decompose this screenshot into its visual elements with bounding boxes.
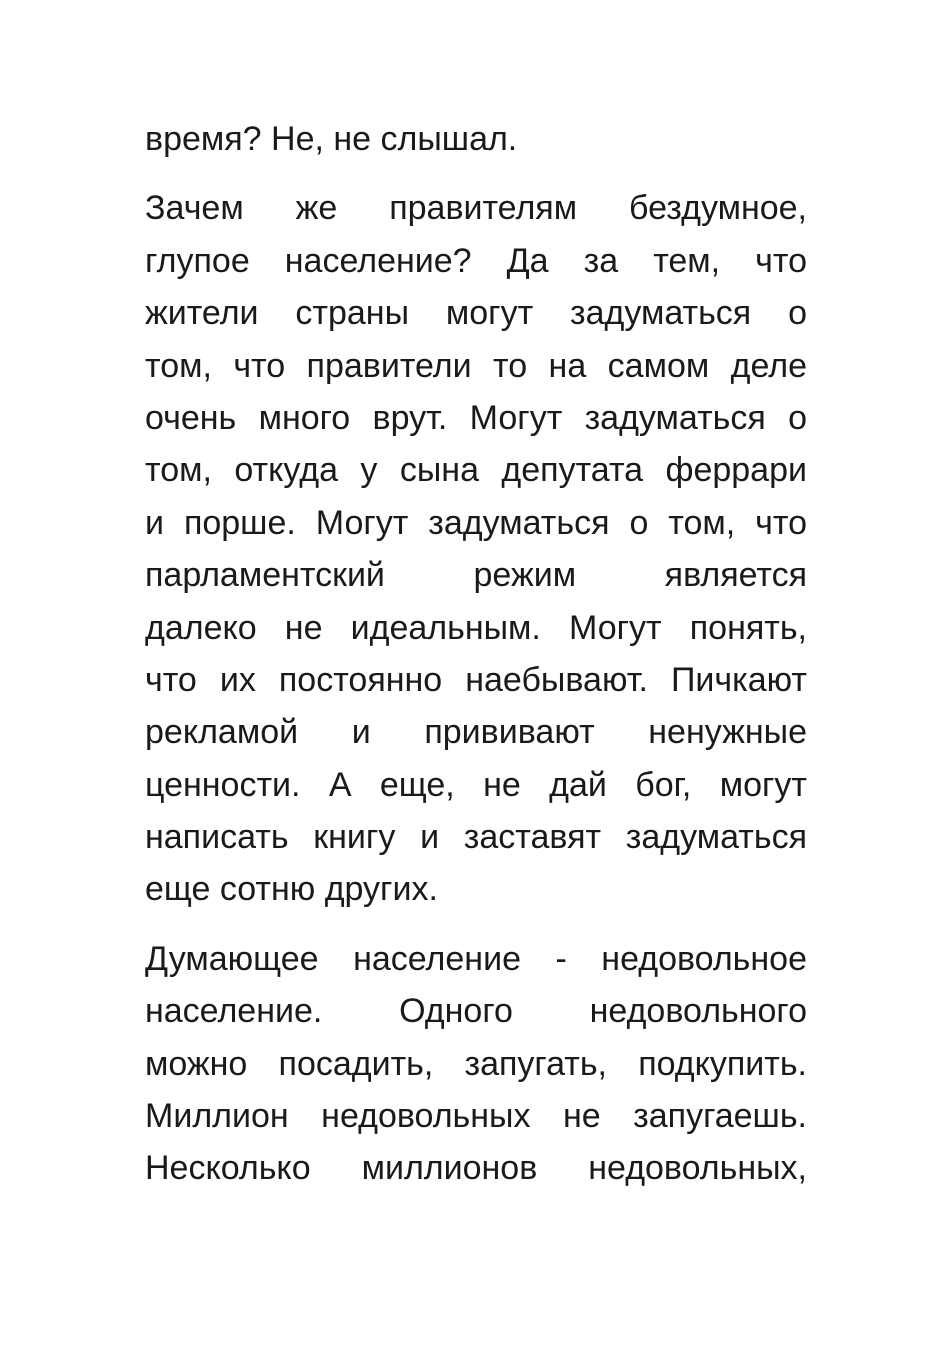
paragraph-3 xyxy=(145,933,807,1195)
text-line: время? Не, не слышал. xyxy=(145,120,518,158)
text-line: и порше. Могут задуматься о том, что xyxy=(145,503,807,542)
text-line: том, что правители то на самом деле xyxy=(145,346,807,385)
text-line: очень много врут. Могут задуматься о xyxy=(145,398,807,437)
document-page xyxy=(145,113,807,1195)
text-line: написать книгу и заставят задуматься xyxy=(145,818,807,857)
text-line: что их постоянно наебывают. Пичкают xyxy=(145,660,807,699)
paragraph-1 xyxy=(145,113,807,165)
text-line: Думающее население - недовольное xyxy=(145,939,807,978)
paragraph-2 xyxy=(145,182,807,915)
text-line: парламентский режим является xyxy=(145,556,807,595)
text-line: жители страны могут задуматься о xyxy=(145,294,807,333)
text-line: еще сотню других. xyxy=(145,870,438,909)
text-line: население. Одного недовольного xyxy=(145,992,807,1031)
text-line: рекламой и прививают ненужные xyxy=(145,713,807,752)
text-line: глупое население? Да за тем, что xyxy=(145,241,807,280)
text-line: Миллион недовольных не запугаешь. xyxy=(145,1097,807,1136)
text-line: Несколько миллионов недовольных, xyxy=(145,1149,807,1188)
text-line: Зачем же правителям бездумное, xyxy=(145,189,807,228)
text-line: том, откуда у сына депутата феррари xyxy=(145,451,807,490)
text-line: ценности. А еще, не дай бог, могут xyxy=(145,765,807,804)
text-line: можно посадить, запугать, подкупить. xyxy=(145,1044,807,1083)
text-line: далеко не идеальным. Могут понять, xyxy=(145,608,807,647)
